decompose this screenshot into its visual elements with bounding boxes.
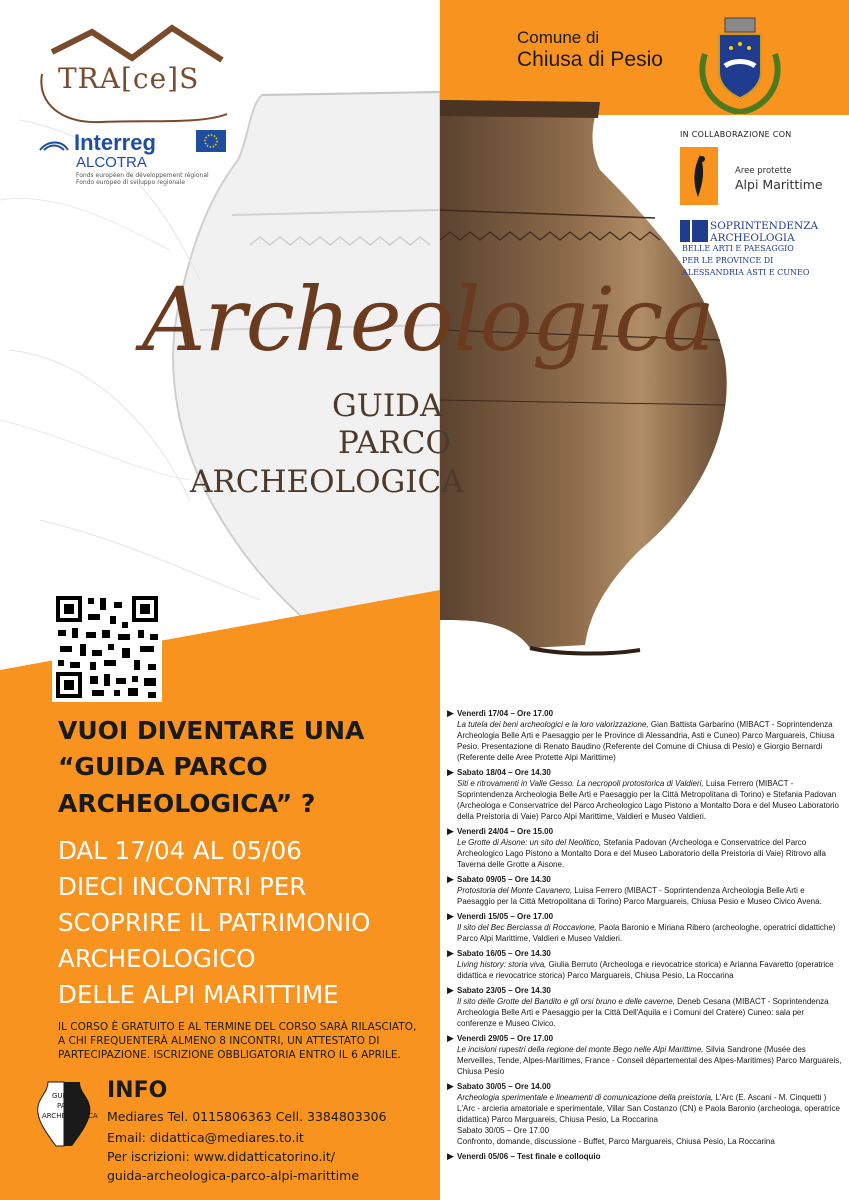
schedule-description xyxy=(457,959,842,981)
info-registration-link-2[interactable]: guida-archeologica-parco-alpi-marittime xyxy=(107,1168,360,1183)
schedule-item-body xyxy=(457,767,842,822)
schedule-item xyxy=(447,911,842,944)
schedule-list xyxy=(447,708,842,1166)
schedule-title: Le incisioni rupestri della regione del monte Bego nelle Alpi Marittime, xyxy=(457,1045,704,1054)
schedule-text: Luisa Ferrero (MIBACT - Soprintendenza Archeologia Belle Arti e Paesaggio per la Città Metropolitana di Torino) Parco Marguareis, Chiusa Pesio e Museo Civico Avena. xyxy=(457,886,822,906)
schedule-item-body xyxy=(457,911,842,944)
schedule-description xyxy=(457,1044,842,1077)
traces-wordmark: TRA[ce]S xyxy=(58,62,200,95)
info-email[interactable]: Email: didattica@mediares.to.it xyxy=(107,1130,304,1145)
fund-fr: Fonds européen de développement régional xyxy=(76,172,209,179)
schedule-description xyxy=(457,885,842,907)
schedule-description xyxy=(457,1092,842,1125)
schedule-item-body xyxy=(457,708,842,763)
collaboration-heading: IN COLLABORAZIONE CON xyxy=(680,130,792,139)
question-line-3: ARCHEOLOGICA” ? xyxy=(58,789,316,818)
schedule-text: Giulia Berruto (Archeologa e rievocatrice storica) e Arianna Favaretto (operatrice didattica e rievocatrice storica) Parco Marguareis, Chiusa Pesio, La Roccarina xyxy=(457,960,834,980)
municipal-crest-icon xyxy=(695,14,785,114)
schedule-title: Siti e ritrovamenti in Valle Gesso. La necropoli protostorica di Valdieri, xyxy=(457,779,704,788)
schedule-description xyxy=(457,922,842,944)
alpi-marittime-label: Alpi Marittime xyxy=(735,177,823,192)
schedule-title: Living history: storia viva, xyxy=(457,960,547,969)
fund-it: Fondo europeo di sviluppo regionale xyxy=(76,179,186,186)
schedule-text: Paola Baronio e Miriana Ribero (archeologhe, operatrici didattiche) Parco Alpi Marittime, Valdieri e Museo Valdieri. xyxy=(457,923,836,943)
dates-line-1: DAL 17/04 AL 05/06 xyxy=(58,836,302,865)
bullet-arrow-icon: ▶ xyxy=(447,911,454,921)
small-print-line-3: PARTECIPAZIONE. ISCRIZIONE OBBLIGATORIA ENTRO IL 6 APRILE. xyxy=(58,1049,401,1061)
schedule-title: Archeologia sperimentale e lineamenti di comunicazione della preistoria, xyxy=(457,1093,714,1102)
schedule-item xyxy=(447,1033,842,1077)
qr-code-icon[interactable] xyxy=(52,592,162,702)
schedule-text: Stefania Padovan (Archeologa e Conservatrice del Parco Archeologico Lago Pistono a Montalto Dora e del Museo Laboratorio della Preistoria di Vaie) Ritrovo alla Taverna delle Grotte a Aisone. xyxy=(457,838,826,869)
aree-protette-label: Aree protette xyxy=(735,166,792,176)
subtitle-line-1: GUIDA xyxy=(332,388,443,424)
schedule-text: Silvia Sandrone (Musée des Merveilles, Tende, Alpes-Maritimes, France - Conseil départemental des Alpes-Maritimes) Parco Marguareis, Chiusa Pesio xyxy=(457,1045,842,1076)
dates-line-3: SCOPRIRE IL PATRIMONIO xyxy=(58,908,371,937)
interreg-program: ALCOTRA xyxy=(76,154,147,171)
schedule-date: Venerdì 17/04 – Ore 17.00 xyxy=(457,709,554,718)
schedule-extra-date: Sabato 30/05 – Ore 17.00 xyxy=(457,1126,550,1135)
vase-photo-right xyxy=(440,100,770,660)
schedule-extra-text: Confronto, domande, discussione - Buffet, Parco Marguareis, Chiusa Pesio, La Roccarina xyxy=(457,1137,775,1146)
schedule-text: Luisa Ferrero (MIBACT - Soprintendenza Archeologia Belle Arti e Paesaggio per la Città Metropolitana di Torino) e Stefania Padovan (Archeologa e Conservatrice del Parco Archeologico Lago Pistono a Montalto Dora e del Museo Laboratorio della Preistoria di Vaie) Parco Alpi Marittime, Valdieri e Museo Valdieri. xyxy=(457,779,839,821)
schedule-description xyxy=(457,837,842,870)
bullet-arrow-icon: ▶ xyxy=(447,1081,454,1091)
bullet-arrow-icon: ▶ xyxy=(447,1151,454,1161)
dates-line-4: ARCHEOLOGICO xyxy=(58,944,256,973)
schedule-text: Gian Battista Garbarino (MIBACT - Soprintendenza Archeologia Belle Arti e Paesaggio per le Province di Alessandria, Asti e Cuneo) Parco Marguareis, Chiusa Pesio. Presentazione di Renato Baudino (Referente del Comune di Chiusa di Pesio) e Giorgio Bernardi (Referente delle Aree Protette Alpi Marittime) xyxy=(457,720,835,762)
schedule-item xyxy=(447,1081,842,1147)
schedule-date: Venerdì 24/04 – Ore 15.00 xyxy=(457,827,554,836)
schedule-date: Sabato 16/05 – Ore 14.30 xyxy=(457,949,551,958)
schedule-item-body xyxy=(457,985,842,1029)
schedule-date: Sabato 09/05 – Ore 14.30 xyxy=(457,875,551,884)
bullet-arrow-icon: ▶ xyxy=(447,767,454,777)
schedule-item xyxy=(447,1151,842,1162)
schedule-date: Sabato 30/05 – Ore 14.00 xyxy=(457,1082,551,1091)
comune-label: Comune di xyxy=(517,28,600,47)
info-phone: Mediares Tel. 0115806363 Cell. 3384803306 xyxy=(107,1109,387,1124)
question-line-2: “GUIDA PARCO xyxy=(58,752,268,781)
schedule-description xyxy=(457,996,842,1029)
info-heading: INFO xyxy=(107,1078,168,1103)
schedule-item-body xyxy=(457,826,842,870)
schedule-item-body xyxy=(457,948,842,981)
schedule-item xyxy=(447,948,842,981)
soprintendenza-line-2: ARCHEOLOGIA xyxy=(710,232,795,244)
small-print-line-2: A CHI FREQUENTERÀ ALMENO 8 INCONTRI, UN ATTESTATO DI xyxy=(58,1035,380,1047)
schedule-title: Il sito del Bec Berciassa di Roccavione, xyxy=(457,923,597,932)
schedule-item xyxy=(447,874,842,907)
schedule-item xyxy=(447,826,842,870)
schedule-title: Il sito delle Grotte del Bandito e gli orsi bruno e delle caverne, xyxy=(457,997,675,1006)
guida-logo-text-1: GUIDA xyxy=(52,1092,75,1100)
bullet-arrow-icon: ▶ xyxy=(447,985,454,995)
aree-protette-logo-icon xyxy=(680,147,718,205)
schedule-date: Sabato 23/05 – Ore 14.30 xyxy=(457,986,551,995)
interreg-name: Interreg xyxy=(74,130,156,155)
schedule-description xyxy=(457,778,842,822)
schedule-item xyxy=(447,767,842,822)
dates-line-5: DELLE ALPI MARITTIME xyxy=(58,980,339,1009)
schedule-title: La tutela dei beni archeologici e la loro valorizzazione, xyxy=(457,720,649,729)
schedule-title: Protostoria del Monte Cavanero, xyxy=(457,886,573,895)
schedule-text: Deneb Cesana (MIBACT - Soprintendenza Archeologia Belle Arti e Paesaggio per la Città Dell'Aquila e i Comuni del Cratere) Cuneo: sala per conferenze e Museo Civico. xyxy=(457,997,829,1028)
schedule-item-body xyxy=(457,1081,842,1147)
subtitle-line-2: PARCO xyxy=(338,425,451,461)
bullet-arrow-icon: ▶ xyxy=(447,708,454,718)
schedule-date: Venerdì 15/05 – Ore 17.00 xyxy=(457,912,554,921)
schedule-date: Venerdì 29/05 – Ore 17.00 xyxy=(457,1034,554,1043)
soprintendenza-line-3: BELLE ARTI E PAESAGGIO xyxy=(682,244,794,253)
soprintendenza-line-4: PER LE PROVINCE DI xyxy=(682,256,774,265)
subtitle-line-3: ARCHEOLOGICA xyxy=(190,464,464,500)
bullet-arrow-icon: ▶ xyxy=(447,874,454,884)
soprintendenza-line-5: ALESSANDRIA ASTI E CUNEO xyxy=(682,268,810,277)
dates-line-2: DIECI INCONTRI PER xyxy=(58,872,307,901)
schedule-item-body xyxy=(457,874,842,907)
soprintendenza-line-1: SOPRINTENDENZA xyxy=(710,220,819,232)
schedule-title: Le Grotte di Aisone: un sito del Neolitico, xyxy=(457,838,602,847)
schedule-description xyxy=(457,719,842,763)
schedule-item-body xyxy=(457,1033,842,1077)
comune-name: Chiusa di Pesio xyxy=(517,48,663,71)
schedule-text: L'Arc (E. Ascani - M. Cinquetti ) L'Arc - arcieria amatoriale e sperimentale, Villar San Costanzo (CN) e Paola Baronio (archeologa, operatrice didattica) Parco Marguareis, Chiusa Pesio, La Roccarina xyxy=(457,1093,840,1124)
guida-logo-text-2: PARCO xyxy=(57,1102,81,1110)
question-line-1: VUOI DIVENTARE UNA xyxy=(58,716,365,745)
info-registration-link-1[interactable]: Per iscrizioni: www.didatticatorino.it/ xyxy=(107,1149,336,1164)
schedule-item xyxy=(447,985,842,1029)
bullet-arrow-icon: ▶ xyxy=(447,948,454,958)
schedule-item xyxy=(447,708,842,763)
bullet-arrow-icon: ▶ xyxy=(447,1033,454,1043)
eu-flag-icon xyxy=(196,130,226,152)
main-title: Archeologica xyxy=(142,268,714,371)
schedule-date: Sabato 18/04 – Ore 14.30 xyxy=(457,768,551,777)
small-print-line-1: IL CORSO È GRATUITO E AL TERMINE DEL CORSO SARÀ RILASCIATO, xyxy=(58,1021,417,1033)
schedule-date: Venerdì 05/06 – Test finale e colloquio xyxy=(457,1152,601,1161)
schedule-item-body xyxy=(457,1151,600,1162)
bullet-arrow-icon: ▶ xyxy=(447,826,454,836)
guida-logo-text-3: ARCHEOLOGICA xyxy=(42,1112,98,1120)
